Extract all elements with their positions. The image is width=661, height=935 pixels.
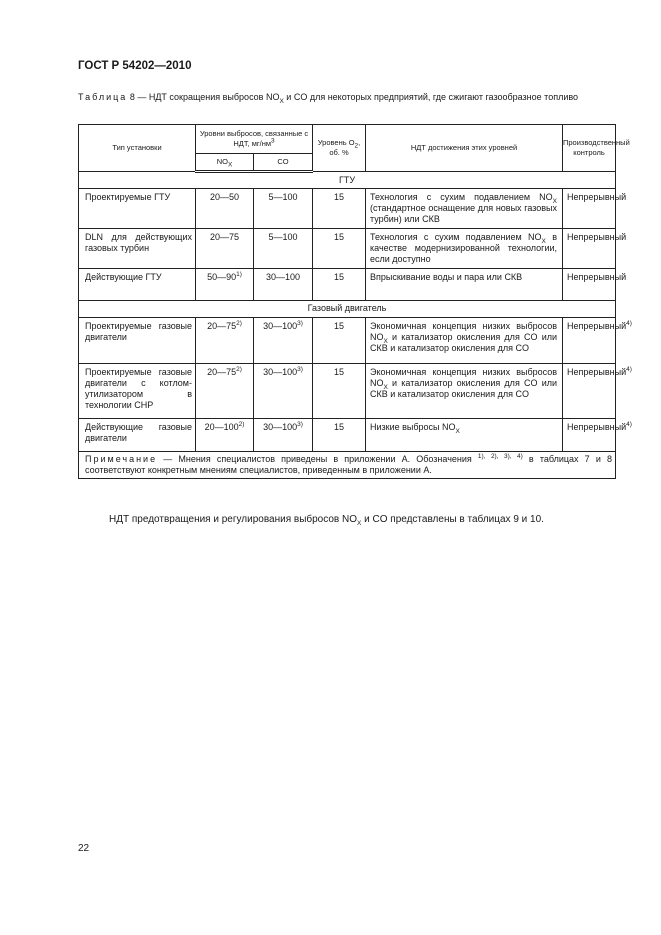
- control-text: Непрерывный: [567, 321, 627, 331]
- note-row: [79, 452, 616, 479]
- note-marks: 1), 2), 3), 4): [477, 453, 523, 460]
- co-footnote: 3): [297, 320, 303, 327]
- note-text-a: — Мнения специалистов приведены в приложении А. Обозначения: [157, 454, 478, 464]
- nox-footnote: 1): [236, 271, 242, 278]
- cell-ndt: [366, 419, 563, 452]
- cell-control: [563, 364, 632, 419]
- table-row: [79, 229, 616, 269]
- caption-text-b: и CO для некоторых предприятий, где сжигают газообразное топливо: [283, 92, 579, 102]
- cell-co: [254, 189, 313, 229]
- cell-co: [254, 364, 313, 419]
- cell-o2: 15: [313, 189, 366, 229]
- cell-o2: 15: [313, 229, 366, 269]
- note-text-b: в таблицах 7 и 8 соответствуют конкретным мнениям специалистов, приведенным в приложении А.: [85, 454, 612, 475]
- header-co: CO: [254, 154, 313, 172]
- section-title: ГТУ: [79, 172, 616, 189]
- cell-nox: [196, 318, 254, 364]
- cell-type: Действующие газовые двигатели: [79, 419, 196, 452]
- header-levels-text: Уровни выбросов, связанные с НДТ, мг/нм: [199, 129, 309, 148]
- header-ndt: НДТ достижения этих уровней: [366, 125, 563, 172]
- co-footnote: 3): [297, 421, 303, 428]
- ndt-text-a: Технология с сухим подавлением NO: [370, 192, 553, 202]
- note-label: Примечание: [85, 454, 158, 464]
- footer-text: [109, 514, 544, 525]
- footer-text-a: НДТ предотвращения и регулирования выбросов NO: [109, 514, 358, 525]
- nox-footnote: 2): [236, 366, 242, 373]
- ndt-sub: X: [383, 383, 388, 391]
- cell-o2: 15: [313, 419, 366, 452]
- cell-nox: [196, 269, 254, 301]
- cell-type: Проектируемые ГТУ: [79, 189, 196, 229]
- header-nox-sub: X: [227, 161, 233, 169]
- control-footnote: 4): [626, 320, 632, 327]
- control-footnote: 4): [626, 366, 632, 373]
- nox-footnote: 2): [238, 421, 245, 428]
- cell-control: [563, 419, 632, 452]
- header-nox: [196, 154, 254, 172]
- cell-ndt: [366, 318, 563, 364]
- nox-value: 20—75: [207, 367, 237, 377]
- nox-value: 50—90: [207, 272, 237, 282]
- cell-nox: [196, 189, 254, 229]
- caption-text-a: 8 — НДТ сокращения выбросов NO: [129, 92, 280, 102]
- caption-label: Таблица: [78, 92, 128, 102]
- header-nox-text: NO: [216, 157, 228, 166]
- header-o2-b: , об. %: [329, 138, 361, 157]
- co-value: 5—100: [268, 192, 298, 202]
- header-type: Тип установки: [79, 125, 196, 172]
- emissions-table: [78, 124, 632, 479]
- header-levels-sup: 3: [271, 137, 275, 145]
- cell-ndt: [366, 269, 563, 301]
- ndt-text-a: Экономичная концепция низких выбросов NO: [370, 321, 557, 342]
- ndt-sub: X: [552, 197, 557, 205]
- caption-sub: X: [279, 97, 284, 105]
- cell-nox: [196, 419, 254, 452]
- table-row: [79, 189, 616, 229]
- cell-co: [254, 419, 313, 452]
- co-value: 30—100: [265, 272, 301, 282]
- cell-ndt: [366, 189, 563, 229]
- table-row: [79, 269, 616, 301]
- table-caption: [78, 91, 614, 103]
- nox-value: 20—100: [204, 422, 239, 432]
- header-row-1: [79, 125, 616, 154]
- cell-type: Проектируемые газовые двигатели: [79, 318, 196, 364]
- ndt-text-a: Низкие выбросы NO: [370, 422, 456, 432]
- control-text: Непрерывный: [567, 232, 627, 242]
- cell-type: Действующие ГТУ: [79, 269, 196, 301]
- cell-o2: 15: [313, 269, 366, 301]
- ndt-text-b: и катализатор окисления для CO или СКВ и катализатор окисления для CO: [370, 332, 557, 353]
- co-value: 30—100: [263, 321, 298, 331]
- nox-value: 20—75: [209, 232, 240, 242]
- document-header: ГОСТ Р 54202—2010: [78, 60, 192, 72]
- header-control: Производственный контроль: [563, 125, 616, 172]
- ndt-text-b: и катализатор окисления для CO или СКВ и катализатор окисления для CO: [370, 378, 557, 399]
- table-note: [79, 452, 616, 479]
- ndt-sub: X: [541, 237, 546, 245]
- cell-control: [563, 189, 627, 229]
- control-text: Непрерывный: [567, 367, 627, 377]
- header-levels: [196, 125, 313, 154]
- cell-co: [254, 269, 313, 301]
- footer-text-sub: X: [357, 520, 362, 527]
- control-footnote: 4): [626, 421, 632, 428]
- cell-control: [563, 229, 627, 269]
- co-value: 30—100: [263, 422, 298, 432]
- cell-nox: [196, 364, 254, 419]
- ndt-sub: X: [383, 337, 388, 345]
- cell-co: [254, 229, 313, 269]
- nox-value: 20—50: [209, 192, 240, 202]
- cell-ndt: [366, 229, 563, 269]
- cell-nox: [196, 229, 254, 269]
- cell-type: DLN для действующих газовых турбин: [79, 229, 196, 269]
- control-text: Непрерывный: [567, 192, 627, 202]
- section-row: [79, 172, 616, 189]
- co-value: 30—100: [263, 367, 298, 377]
- page-number: 22: [78, 843, 90, 854]
- cell-o2: 15: [313, 318, 366, 364]
- ndt-text-b: в качестве модернизированной технологии, если доступно: [370, 232, 557, 264]
- ndt-text-a: Впрыскивание воды и пара или СКВ: [370, 272, 523, 282]
- cell-control: [563, 269, 627, 301]
- nox-footnote: 2): [236, 320, 242, 327]
- co-footnote: 3): [297, 366, 303, 373]
- section-row: [79, 301, 616, 318]
- footer-text-b: и CO представлены в таблицах 9 и 10.: [361, 514, 544, 525]
- header-o2-a: Уровень O: [317, 138, 355, 147]
- table-row: [79, 419, 616, 452]
- cell-o2: 15: [313, 364, 366, 419]
- ndt-text-a: Экономичная концепция низких выбросов NO: [370, 367, 557, 388]
- control-text: Непрерывный: [567, 422, 627, 432]
- cell-type: Проектируемые газовые двигатели с котлом-утилизатором в технологии CHP: [79, 364, 196, 419]
- nox-value: 20—75: [207, 321, 237, 331]
- header-o2: [313, 125, 366, 172]
- cell-co: [254, 318, 313, 364]
- section-title: Газовый двигатель: [79, 301, 616, 318]
- ndt-sub: X: [455, 427, 460, 435]
- header-o2-sub: 2: [354, 142, 359, 150]
- ndt-text-a: Технология с сухим подавлением NO: [370, 232, 542, 242]
- cell-ndt: [366, 364, 563, 419]
- co-value: 5—100: [268, 232, 298, 242]
- ndt-text-b: (стандартное оснащение для новых газовых турбин) или СКВ: [370, 203, 557, 224]
- table-row: [79, 318, 616, 364]
- cell-control: [563, 318, 632, 364]
- table-row: [79, 364, 616, 419]
- control-text: Непрерывный: [567, 272, 627, 282]
